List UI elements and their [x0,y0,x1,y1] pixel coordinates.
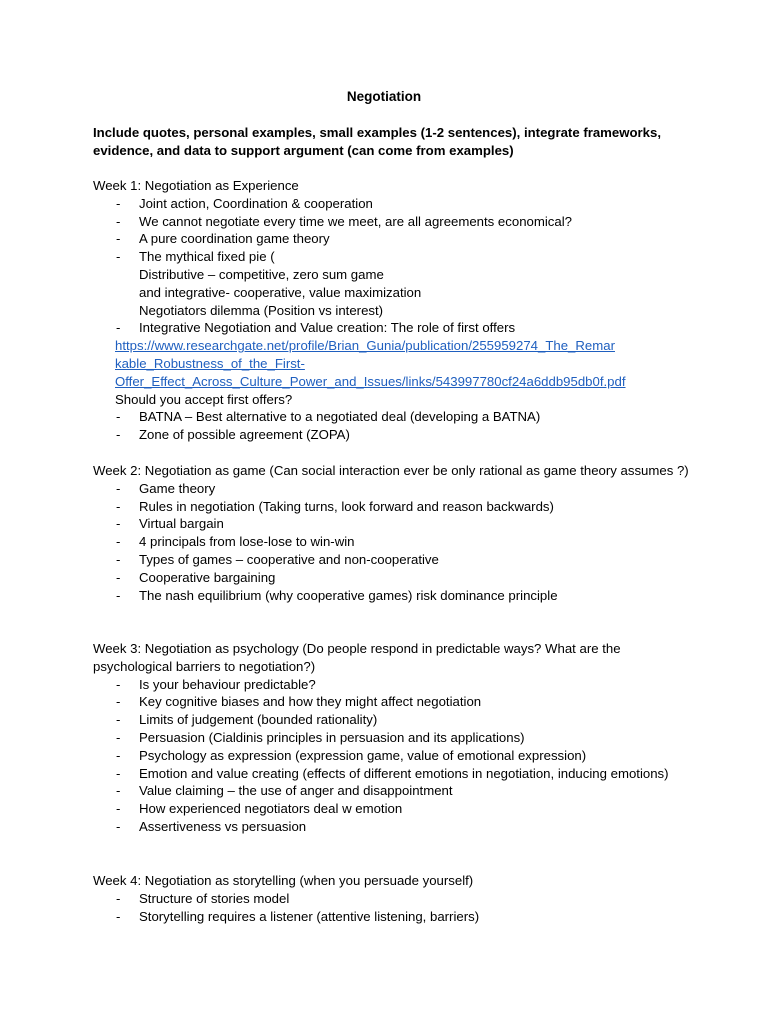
list-item: - Storytelling requires a listener (attentive listening, barriers) [116,908,480,924]
list-item: - How experienced negotiators deal w emotion [116,801,403,817]
intro-paragraph: Include quotes, personal examples, small examples (1-2 sentences), integrate frameworks, evidence, and data to support argument (can come from examples) [93,125,662,158]
week-1-section [93,177,693,444]
list-item: - Is your behaviour predictable? [116,676,316,692]
week-4-section [93,872,693,925]
list-item: - 4 principals from lose-lose to win-win [116,534,355,550]
list-item: - Limits of judgement (bounded rationality) [116,712,378,728]
list-item: - Game theory [116,480,216,496]
week-4-list [93,890,693,926]
week-4-heading: Week 4: Negotiation as storytelling (when you persuade yourself) [93,873,474,888]
list-item: - Assertiveness vs persuasion [116,818,307,834]
list-item: - Value claiming – the use of anger and disappointment [116,783,453,799]
list-item: - Structure of stories model [116,890,290,906]
list-item: - Cooperative bargaining [116,569,276,585]
week-1-list-cont [93,319,693,337]
week-2-list [93,480,693,605]
first-offers-question: Should you accept first offers? [115,391,293,407]
list-item: - Zone of possible agreement (ZOPA) [116,427,350,443]
list-item: - BATNA – Best alternative to a negotiated deal (developing a BATNA) [116,409,541,425]
sub-line: Distributive – competitive, zero sum game [139,266,384,282]
week-1-heading: Week 1: Negotiation as Experience [93,178,299,193]
list-item: - Key cognitive biases and how they might affect negotiation [116,694,482,710]
week-2-section [93,462,693,604]
list-item: - Joint action, Coordination & cooperation [116,195,373,211]
research-link[interactable]: kable_Robustness_of_the_First- [115,355,305,371]
list-item: - The mythical fixed pie ( [116,249,275,265]
week-3-list [93,676,693,836]
research-link[interactable]: https://www.researchgate.net/profile/Brian_Gunia/publication/255959274_The_Remar [115,338,615,354]
week-1-list [93,195,693,266]
list-item: - Rules in negotiation (Taking turns, look forward and reason backwards) [116,498,554,514]
list-item: - Persuasion (Cialdinis principles in persuasion and its applications) [116,729,525,745]
list-item: - Emotion and value creating (effects of different emotions in negotiation, inducing emotions) [116,765,669,781]
list-item: - Types of games – cooperative and non-cooperative [116,551,439,567]
sub-line: and integrative- cooperative, value maximization [139,284,422,300]
week-2-heading: Week 2: Negotiation as game (Can social interaction ever be only rational as game theory assumes ?) [93,463,689,478]
list-item: - Virtual bargain [116,516,224,532]
list-item: - The nash equilibrium (why cooperative games) risk dominance principle [116,587,558,603]
week-3-section [93,640,693,836]
list-item: - Psychology as expression (expression game, value of emotional expression) [116,747,587,763]
week-1-list-end [93,408,693,444]
document-title: Negotiation [346,89,422,104]
list-item: - Integrative Negotiation and Value creation: The role of first offers [116,320,516,336]
week-3-heading: Week 3: Negotiation as psychology (Do people respond in predictable ways? What are the psychological barriers to negotiation?) [93,641,621,674]
list-item: - We cannot negotiate every time we meet, are all agreements economical? [116,213,572,229]
list-item: - A pure coordination game theory [116,231,330,247]
sub-line: Negotiators dilemma (Position vs interest) [139,302,384,318]
research-link[interactable]: Offer_Effect_Across_Culture_Power_and_Issues/links/543997780cf24a6ddb95db0f.pdf [115,373,626,389]
